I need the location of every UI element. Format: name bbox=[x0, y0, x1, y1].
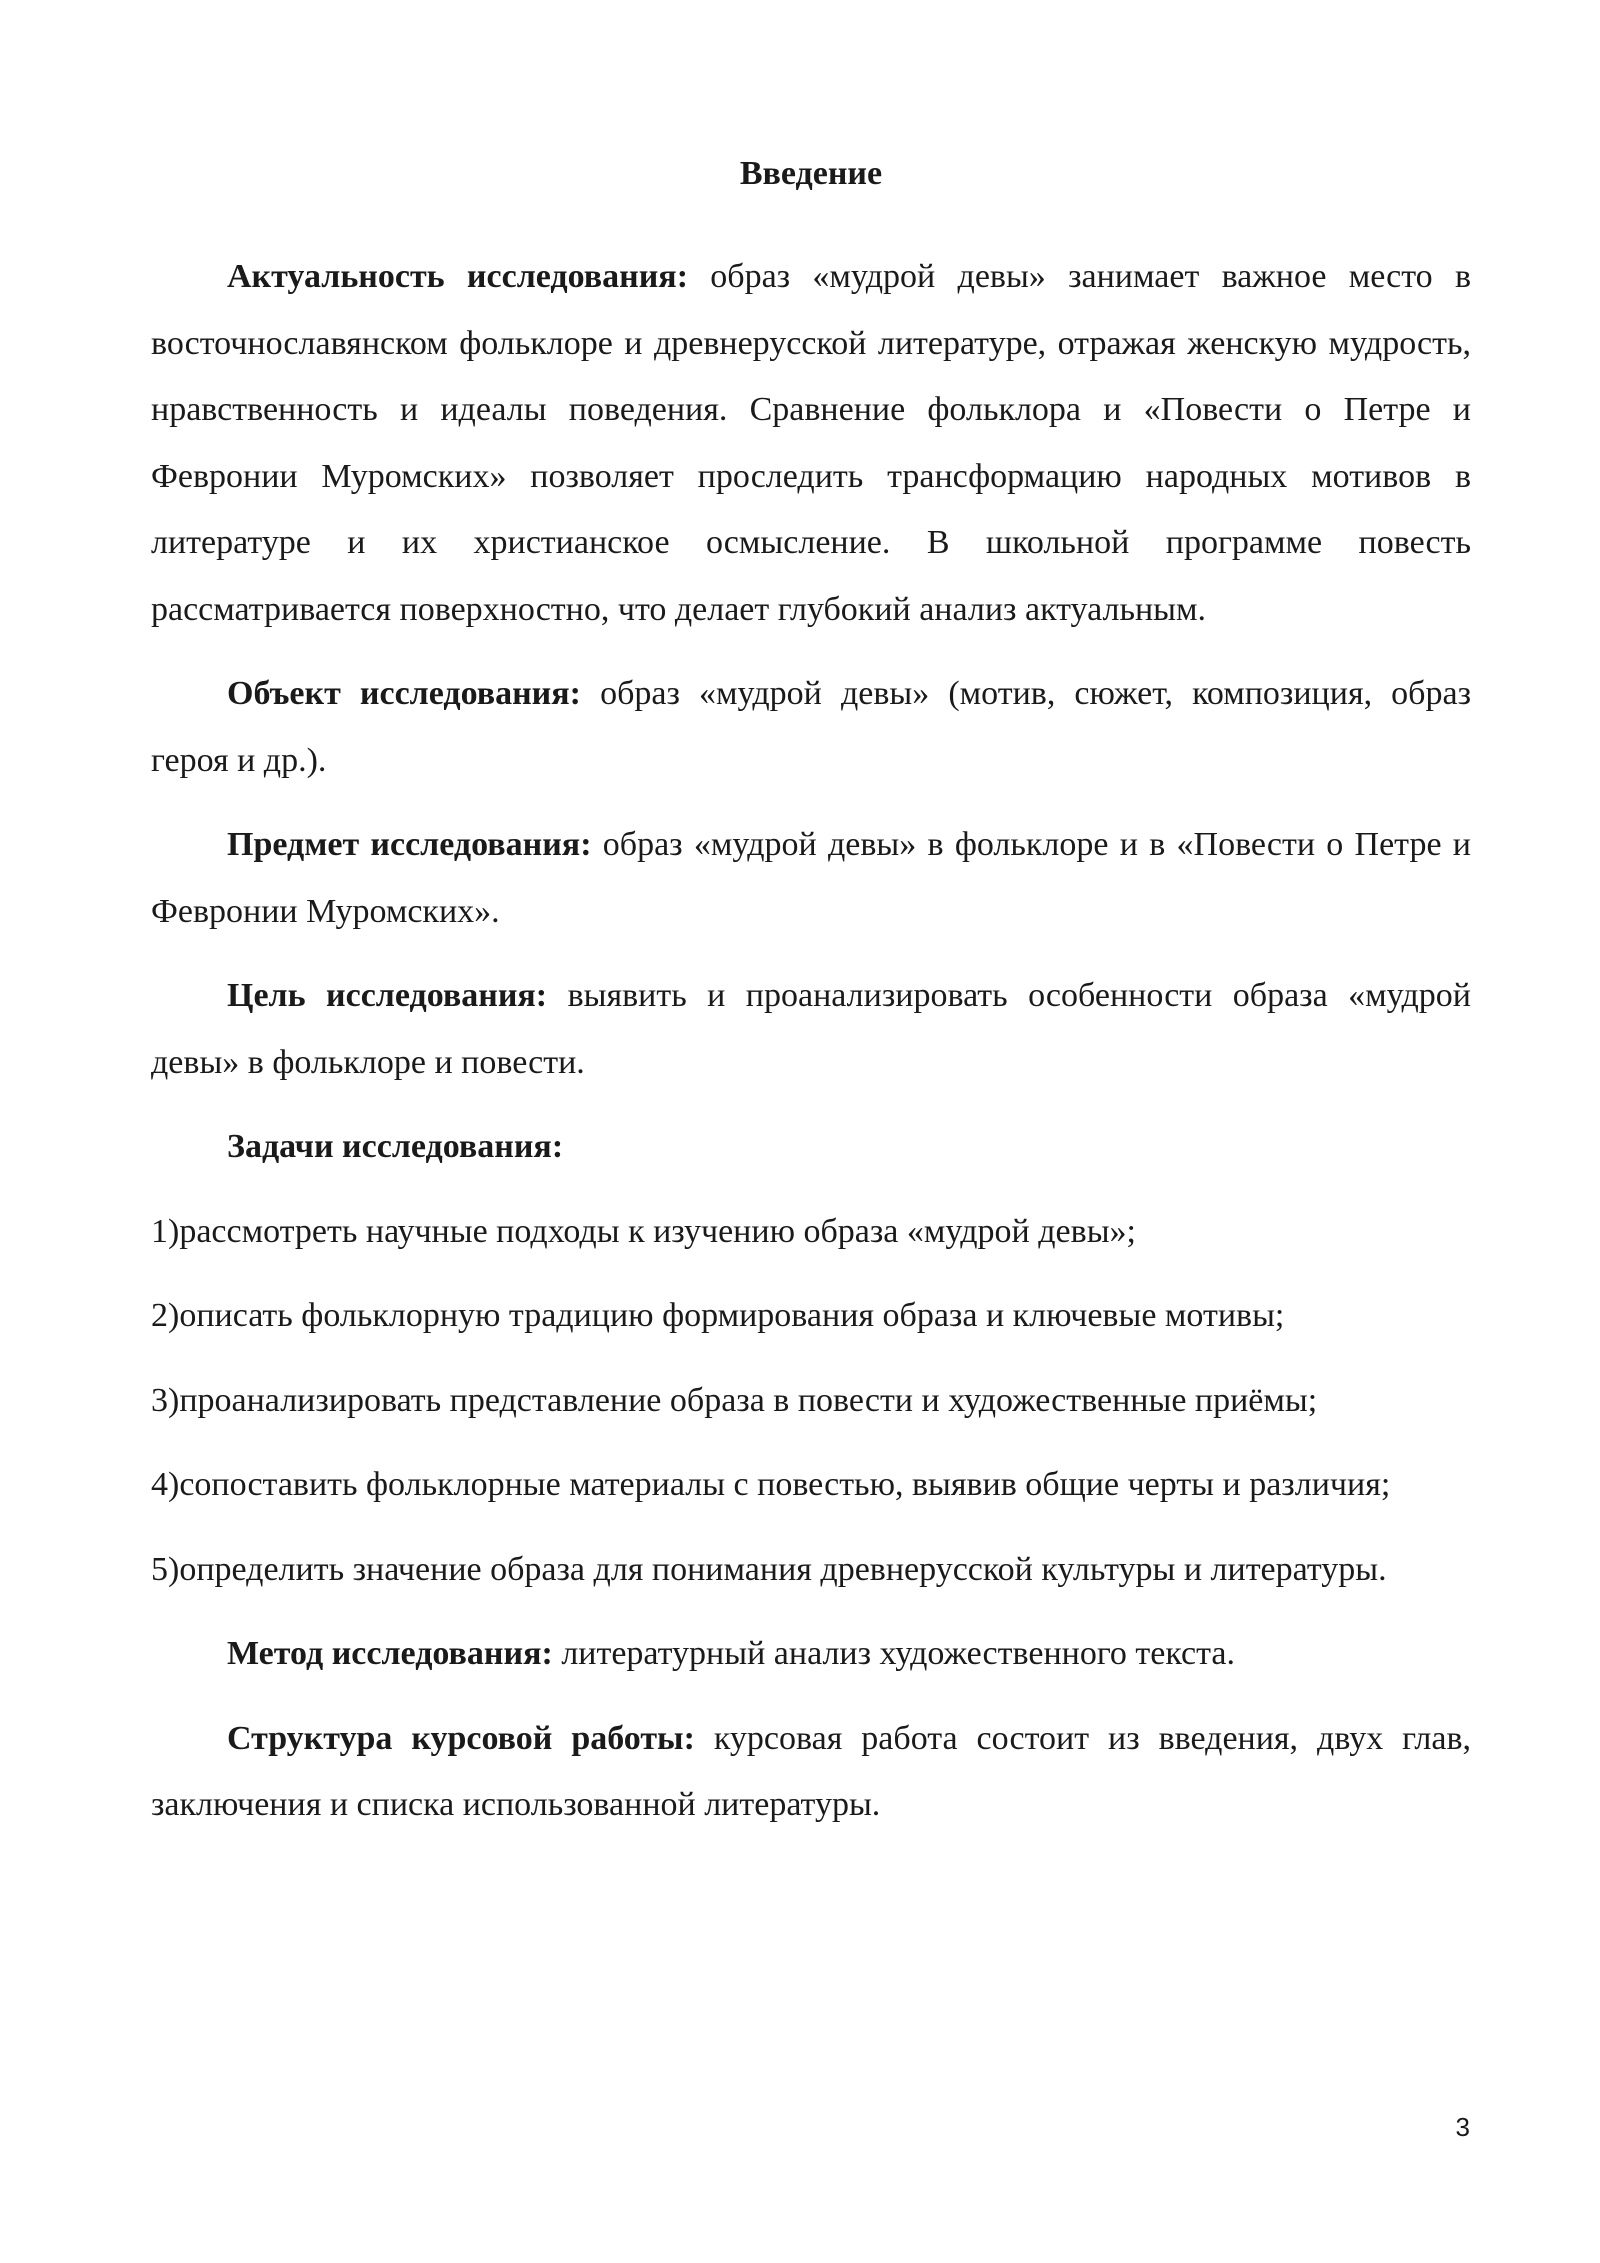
object-paragraph bbox=[151, 661, 1471, 794]
structure-label: Структура курсовой работы: bbox=[227, 1719, 695, 1757]
relevance-label: Актуальность исследования: bbox=[227, 258, 689, 295]
goal-paragraph bbox=[151, 963, 1471, 1096]
goal-text: выявить и проанализировать особенности образа «мудрой девы» в фольклоре и повести. bbox=[151, 977, 1471, 1081]
page-title: Введение bbox=[739, 155, 883, 192]
relevance-paragraph bbox=[151, 244, 1471, 643]
structure-text: курсовая работа состоит из введения, двух глав, заключения и списка использованной литературы. bbox=[151, 1719, 1471, 1823]
method-text: литературный анализ художественного текста. bbox=[552, 1635, 1236, 1672]
goal-label: Цель исследования: bbox=[227, 977, 548, 1014]
task-item-4: 4)сопоставить фольклорные материалы с повестью, выявив общие черты и различия; bbox=[151, 1466, 1391, 1503]
object-text: образ «мудрой девы» (мотив, сюжет, композиция, образ героя и др.). bbox=[151, 675, 1471, 779]
document-content bbox=[151, 148, 1471, 1857]
subject-paragraph bbox=[151, 812, 1471, 945]
task-item-2: 2)описать фольклорную традицию формирования образа и ключевые мотивы; bbox=[151, 1297, 1285, 1334]
task-item-5: 5)определить значение образа для понимания древнерусской культуры и литературы. bbox=[151, 1550, 1387, 1588]
task-item-1: 1)рассмотреть научные подходы к изучению образа «мудрой девы»; bbox=[151, 1212, 1136, 1250]
method-paragraph bbox=[151, 1621, 1471, 1688]
task-item-3: 3)проанализировать представление образа в повести и художественные приёмы; bbox=[151, 1381, 1318, 1419]
page-number: 3 bbox=[1455, 2112, 1470, 2142]
subject-label: Предмет исследования: bbox=[227, 826, 592, 863]
structure-paragraph bbox=[151, 1706, 1471, 1839]
method-label: Метод исследования: bbox=[227, 1635, 553, 1672]
subject-text: образ «мудрой девы» в фольклоре и в «Повести о Петре и Февронии Муромских». bbox=[151, 826, 1471, 930]
object-label: Объект исследования: bbox=[227, 675, 581, 712]
tasks-heading: Задачи исследования: bbox=[227, 1128, 564, 1165]
relevance-text: образ «мудрой девы» занимает важное место в восточнославянском фольклоре и древнерусской литературе, отражая женскую мудрость, нравственность и идеалы поведения. Сравнение фольклора и «Повести о Петре и Февронии Муромских» позволяет проследить трансформацию народных мотивов в литературе и их христианское осмысление. В школьной программе повесть рассматривается поверхностно, что делает глубокий анализ актуальным. bbox=[151, 258, 1471, 628]
